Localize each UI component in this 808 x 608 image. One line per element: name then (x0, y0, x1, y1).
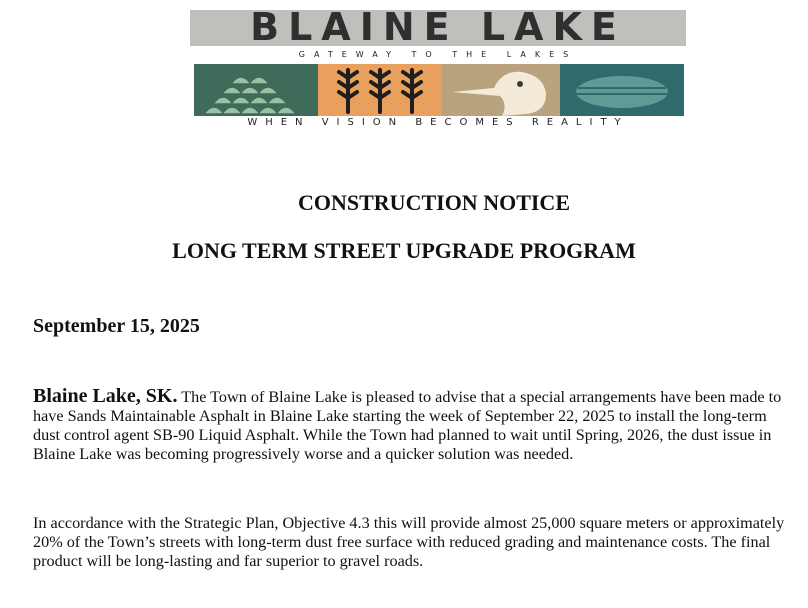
logo-title: BLAINE LAKE (250, 5, 626, 49)
bird-panel-icon (442, 64, 560, 116)
wheat-panel-icon (318, 64, 442, 116)
logo-title-bar (190, 5, 686, 49)
notice-title: CONSTRUCTION NOTICE (298, 190, 570, 215)
notice-subtitle: LONG TERM STREET UPGRADE PROGRAM (172, 238, 636, 263)
paragraph-2: In accordance with the Strategic Plan, Objective 4.3 this will provide almost 25,000 square meters or approximately 20% of the Town’s streets with long-term dust free surface with reduced grading and maintenance costs. The final product will be long-lasting and far superior to gravel roads. (33, 514, 785, 570)
paragraph-1 (33, 387, 793, 464)
notice-date: September 15, 2025 (33, 315, 200, 337)
paragraph-1-body: The Town of Blaine Lake is pleased to advise that a special arrangements have been made to have Sands Maintainable Asphalt in Blaine Lake starting the week of September 22, 2025 to install the long-term dust control agent SB-90 Liquid Asphalt. While the Town had planned to wait until Spring, 2026, the dust issue in Blaine Lake was becoming progressively worse and a quicker solution was needed. (33, 388, 782, 463)
blaine-lake-logo (190, 5, 686, 128)
lake-panel-icon (560, 64, 684, 116)
logo-tagline: GATEWAY TO THE LAKES (298, 50, 578, 59)
logo-panels (194, 64, 684, 116)
paragraph-1-lead: Blaine Lake, SK. (33, 385, 178, 407)
forest-panel-icon (194, 64, 318, 116)
logo-motto: WHEN VISION BECOMES REALITY (247, 117, 629, 128)
